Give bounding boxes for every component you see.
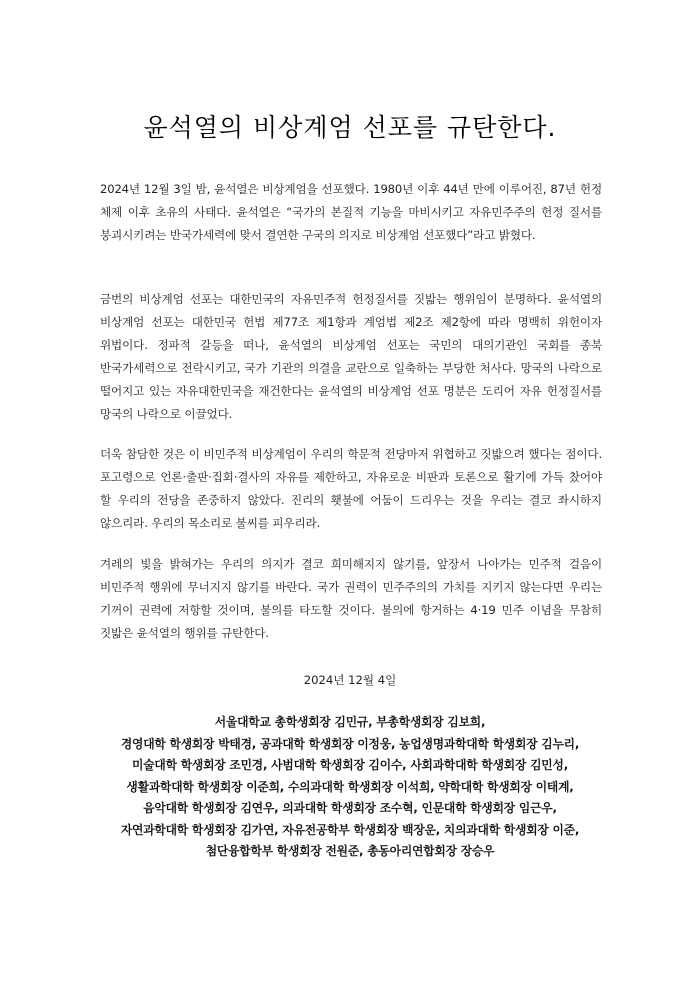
signatories-block xyxy=(80,712,620,863)
signatory-line: 생활과학대학 학생회장 이준희, 수의과대학 학생회장 이석희, 약학대학 학생회장 이태계, xyxy=(126,779,574,794)
paragraph-3: 더욱 참담한 것은 이 비민주적 비상계엄이 우리의 학문적 전당마저 위협하고 짓밟으려 했다는 점이다. 포고령으로 언론·출판·집회·결사의 자유를 제한하고, 자유로운 비판과 토론으로 활기에 가득 찼어야 할 우리의 전당을 존중하지 않았다. 진리의 횃불에 어둠이 드리우는 것을 우리는 결코 좌시하지 않으리라. 우리의 목소리로 불씨를 피우리라. xyxy=(100,447,602,530)
paragraph-2: 금번의 비상계엄 선포는 대한민국의 자유민주적 헌정질서를 짓밟는 행위임이 분명하다. 윤석열의 비상계엄 선포는 대한민국 헌법 제77조 제1항과 계엄법 제2조 제2항에 따라 명백히 위헌이자 위법이다. 정파적 갈등을 떠나, 윤석열의 비상계엄 선포는 국민의 대의기관인 국회를 종북 반국가세력으로 전락시키고, 국가 기관의 의결을 교란으로 일축하는 부당한 처사다. 망국의 나락으로 떨어지고 있는 자유대한민국을 재건한다는 윤석열의 비상계엄 선포 명분은 도리어 자유 헌정질서를 망국의 나락으로 이끌었다. xyxy=(100,292,602,421)
signatory-line: 자연과학대학 학생회장 김가연, 자유전공학부 학생회장 백장운, 치의과대학 학생회장 이준, xyxy=(120,822,580,837)
document-date: 2024년 12월 4일 xyxy=(303,673,397,687)
signatory-line: 미술대학 학생회장 조민경, 사범대학 학생회장 김이수, 사회과학대학 학생회장 김민성, xyxy=(132,758,568,772)
signatory-line: 첨단융합학부 학생회장 전원준, 총동아리연합회장 장승우 xyxy=(205,844,495,858)
signatory-line: 음악대학 학생회장 김연우, 의과대학 학생회장 조수혁, 인문대학 학생회장 임근우, xyxy=(143,801,557,815)
signatory-line: 서울대학교 총학생회장 김민규, 부총학생회장 김보희, xyxy=(214,715,486,729)
paragraph-1: 2024년 12월 3일 밤, 윤석열은 비상계엄을 선포했다. 1980년 이후 44년 만에 이루어진, 87년 헌정 체제 이후 초유의 사태다. 윤석열은 “국가의 본질적 기능을 마비시키고 자유민주주의 헌정 질서를 붕괴시키려는 반국가세력에 맞서 결연한 구국의 의지로 비상계엄 선포했다”라고 밝혔다. xyxy=(100,182,602,242)
paragraph-4: 겨레의 빛을 밝혀가는 우리의 의지가 결코 희미해지지 않기를, 앞장서 나아가는 민주적 걸음이 비민주적 행위에 무너지지 않기를 바란다. 국가 권력이 민주주의의 가치를 지키지 않는다면 우리는 기꺼이 권력에 저항할 것이며, 불의를 타도할 것이다. 불의에 항거하는 4·19 민주 이념을 무참히 짓밟은 윤석열의 행위를 규탄한다. xyxy=(100,557,602,640)
document-title: 윤석열의 비상계엄 선포를 규탄한다. xyxy=(143,113,557,142)
signatory-line: 경영대학 학생회장 박태경, 공과대학 학생회장 이정웅, 농업생명과학대학 학생회장 김누리, xyxy=(120,736,580,751)
